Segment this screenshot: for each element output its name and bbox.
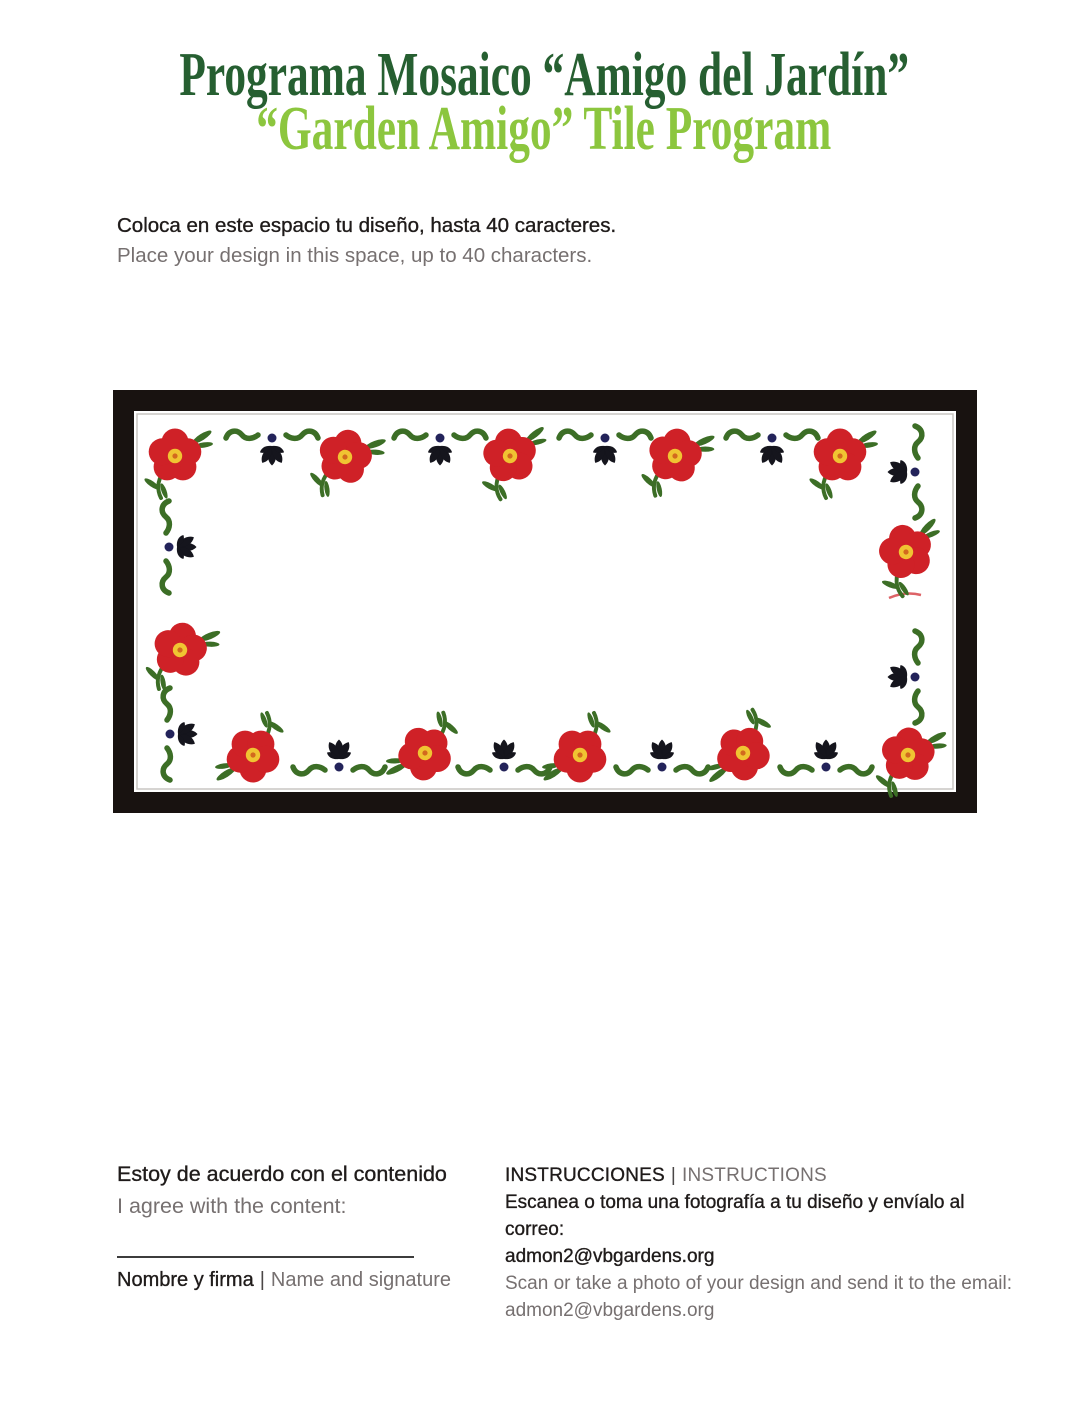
tile-flower-motif — [868, 516, 953, 602]
agreement-block — [117, 1158, 447, 1222]
tile-fan-motif — [559, 431, 651, 465]
page-subtitle — [0, 95, 1088, 163]
tile-fan-motif — [163, 688, 197, 780]
tile-fan-motif — [226, 431, 318, 465]
tile-flower-motif — [143, 428, 213, 499]
agreement-label-english: I agree with the content: — [117, 1194, 347, 1218]
tile-flower-motif — [542, 712, 612, 783]
tile-flower-motif — [384, 706, 461, 784]
tile-flower-motif — [700, 707, 777, 785]
agreement-label-spanish: Estoy de acuerdo con el contenido — [117, 1162, 447, 1186]
instructions-heading-english: INSTRUCTIONS — [682, 1165, 827, 1186]
signature-line — [117, 1256, 414, 1258]
tile-flower-motif — [141, 617, 222, 699]
tile-fan-motif — [888, 631, 922, 723]
ink-smudge — [889, 594, 921, 598]
tile-fan-motif — [888, 426, 922, 518]
tile-fan-motif — [726, 431, 818, 465]
tile-flower-motif — [215, 712, 285, 783]
tile-fan-motif — [780, 740, 872, 774]
tile-fan-motif — [162, 501, 196, 593]
instructions-block — [505, 1162, 1015, 1324]
tile-fan-motif — [394, 431, 486, 465]
signature-label-english: Name and signature — [270, 1269, 452, 1291]
tile-fan-motif — [458, 740, 550, 774]
design-space-note — [117, 211, 616, 271]
signature-label-spanish: Nombre y firma — [117, 1269, 254, 1291]
tile-border-art — [113, 390, 977, 813]
signature-labels — [117, 1269, 451, 1292]
instructions-line-english: Scan or take a photo of your design and send it to the email: — [505, 1273, 1012, 1294]
design-note-spanish: Coloca en este espacio tu diseño, hasta 40 caracteres. — [117, 214, 617, 237]
instructions-email-english: admon2@vbgardens.org — [505, 1300, 715, 1321]
instructions-line-spanish: Escanea o toma una fotografía a tu diseño y envíalo al correo: — [505, 1192, 965, 1240]
tile-design-area — [113, 390, 977, 813]
tile-fan-motif — [293, 740, 385, 774]
design-note-english: Place your design in this space, up to 40 characters. — [117, 244, 593, 267]
signature-label-divider: | — [259, 1269, 265, 1291]
instructions-email-spanish: admon2@vbgardens.org — [505, 1246, 715, 1267]
page-subtitle-english: “Garden Amigo” Tile Program — [256, 95, 832, 163]
instructions-heading-spanish: INSTRUCCIONES — [505, 1165, 665, 1186]
tile-fan-motif — [616, 740, 708, 774]
page-title-spanish: Programa Mosaico “Amigo del Jardín” — [179, 41, 909, 109]
instructions-heading-divider: | — [670, 1165, 677, 1186]
tile-decorations — [141, 423, 954, 801]
